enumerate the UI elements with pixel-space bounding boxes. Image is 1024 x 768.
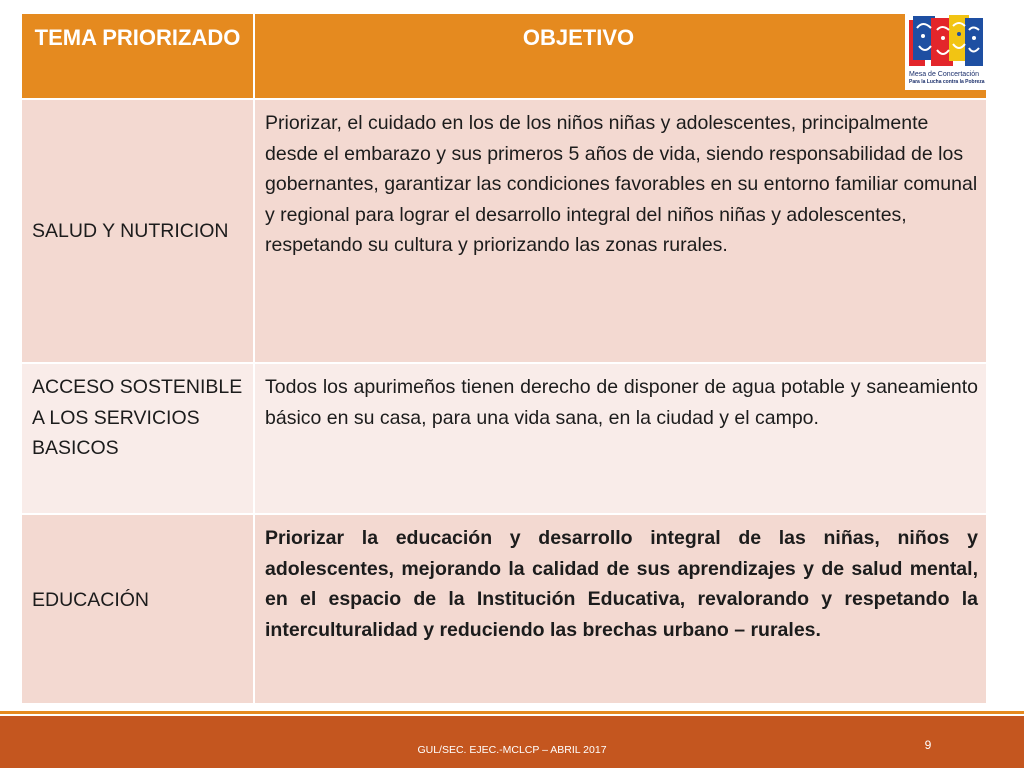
header-objetivo: OBJETIVO — [254, 13, 987, 99]
row-objetivo: Priorizar la educación y desarrollo integral de las niñas, niños y adolescentes, mejorando la calidad de sus aprendizajes y de salud mental, en el espacio de la Institución Educativa, revalorando y respetando la interculturalidad y reduciendo las brechas urbano – rurales. — [254, 514, 987, 704]
table-row — [21, 363, 987, 514]
header-tema: TEMA PRIORIZADO — [21, 13, 254, 99]
table-row — [21, 514, 987, 704]
footer-bar — [0, 716, 1024, 768]
table-row — [21, 99, 987, 363]
row-tema: EDUCACIÓN — [21, 514, 254, 704]
objectives-table — [20, 12, 988, 705]
logo-tagline: Para la Lucha contra la Pobreza — [909, 79, 985, 85]
footer-divider — [0, 711, 1024, 714]
faces-logo-icon — [905, 12, 988, 72]
logo-name: Mesa de Concertación — [909, 71, 980, 78]
row-tema: ACCESO SOSTENIBLE A LOS SERVICIOS BASICOS — [21, 363, 254, 514]
row-objetivo: Priorizar, el cuidado en los de los niños niñas y adolescentes, principalmente desde el embarazo y sus primeros 5 años de vida, siendo responsabilidad de los gobernantes, garantizar las condiciones favorables en su entorno familiar comunal y regional para lograr el desarrollo integral del niños niñas y adolescentes, respetando su cultura y priorizando las zonas rurales. — [254, 99, 987, 363]
row-objetivo: Todos los apurimeños tienen derecho de disponer de agua potable y saneamiento básico en su casa, para una vida sana, en la ciudad y el campo. — [254, 363, 987, 514]
footer-text: GUL/SEC. EJEC.-MCLCP – ABRIL 2017 — [417, 744, 607, 756]
page-number: 9 — [924, 738, 932, 752]
mesa-concertacion-logo — [905, 12, 988, 90]
table-header-row — [21, 13, 987, 99]
row-tema: SALUD Y NUTRICION — [21, 99, 254, 363]
